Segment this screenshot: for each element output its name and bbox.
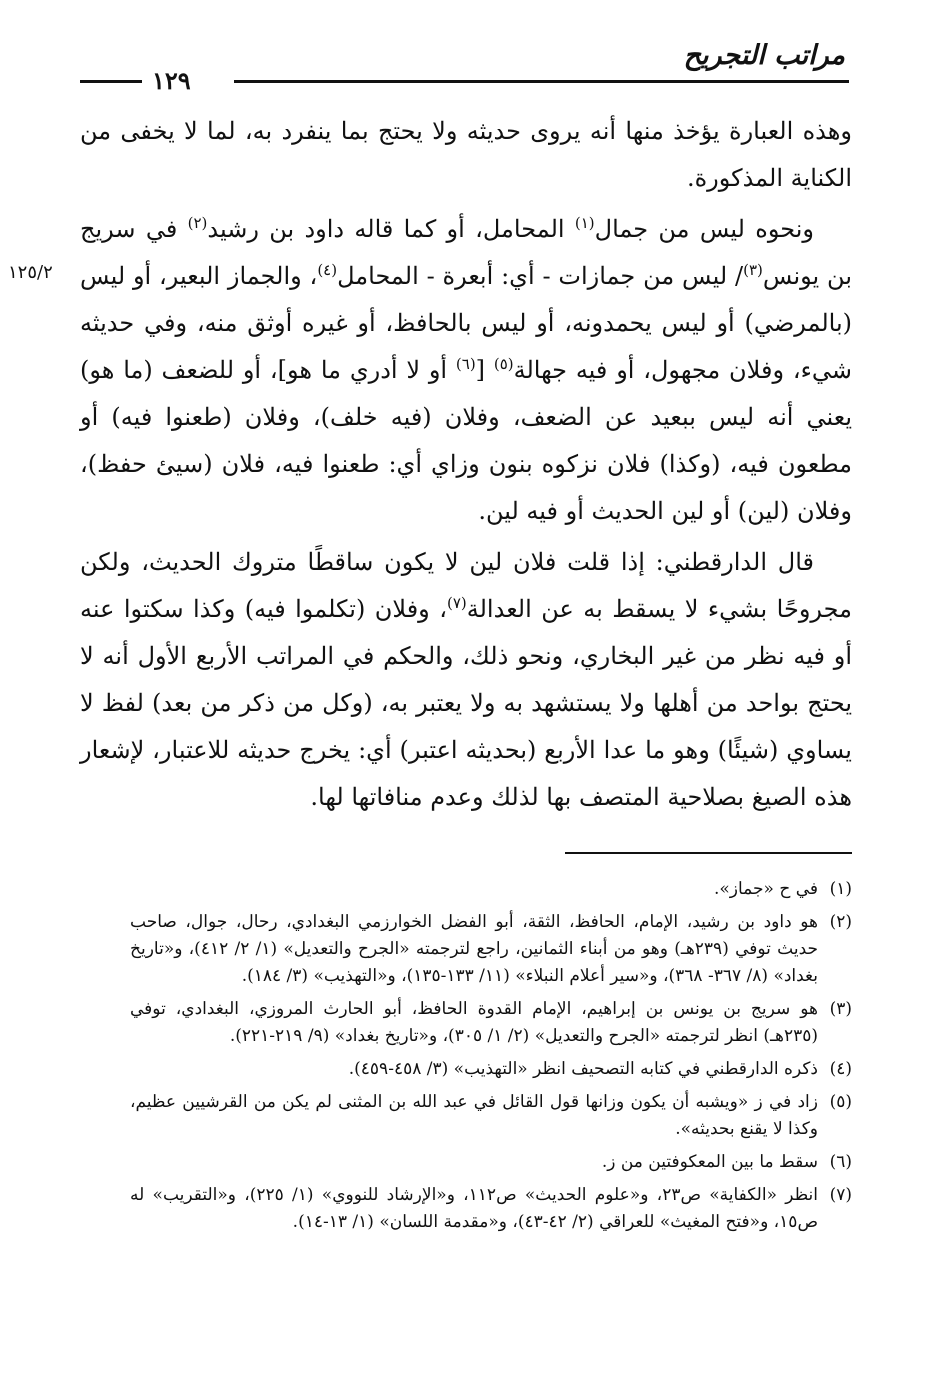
footnote-7: (٧) انظر «الكفاية» ص٢٣، و«علوم الحديث» ص١١٢، و«الإرشاد للنووي» (١/ ٢٢٥)، و«التقريب» له ص١٥، و«فتح المغيث» للعراقي (٢/ ٤٢-٤٣)، و«مقدمة اللسان» (١/ ١٣-١٤). [130, 1185, 852, 1232]
paragraph-3: قال الدارقطني: إذا قلت فلان لين لا يكون ساقطًا متروك الحديث، ولكن مجروحًا بشيء لا يسقط به عن العدالة$^{(٧)}$، وفلان (تكلموا فيه) وكذا سكتوا عنه أو فيه نظر من غير البخاري، ونحو ذلك، والحكم في المراتب الأربع الأول أنه لا يحتج بواحد من أهلها ولا يستشهد به ولا يعتبر به، (وكل من ذكر من بعد) لفظ لا يساوي (شيئًا) وهو ما عدا الأربع (بحديثه اعتبر) أي: يخرج حديثه للاعتبار، لإشعار هذه الصيغ بصلاحية المتصف بها لذلك وعدم منافاتها لها. [80, 548, 852, 811]
margin-reference: ١٢٥/٢ [8, 262, 53, 283]
footnote-ref-1[interactable]: (١) [574, 214, 595, 232]
footnote-6: (٦) سقط ما بين المعكوفتين من ز. [601, 1152, 852, 1172]
running-header-title: مراتب التجريح [683, 40, 845, 71]
footnote-ref-3[interactable]: (٣) [743, 261, 763, 279]
header-rule-left [80, 80, 142, 83]
footnote-ref-4[interactable]: (٤) [317, 261, 338, 279]
footnote-3: (٣) هو سريج بن يونس بن إبراهيم، الإمام القدوة الحافظ، أبو الحارث المروزي، البغدادي، توفي (٢٣٥هـ) انظر لترجمته «الجرح والتعديل» (٢/ ١/ ٣٠٥)، و«تاريخ بغداد» (٩/ ٢١٩-٢٢١). [130, 999, 852, 1046]
footnote-5: (٥) زاد في ز «ويشبه أن يكون وزانها قول القائل في عبد الله بن المثنى لم يكن من القرشيين عظيم، وكذا لا يقنع بحديثه». [130, 1092, 852, 1139]
paragraph-1: وهذه العبارة يؤخذ منها أنه يروى حديثه ولا يحتج بما ينفرد به، لما لا يخفى من الكناية المذكورة. [80, 117, 852, 192]
footnote-ref-7[interactable]: (٧) [446, 594, 467, 612]
paragraph-2: ونحوه ليس من جمال$^{(١)}$ المحامل، أو كما قاله داود بن رشيد$^{(٢)}$ في سريج بن يونس$^{(٣)}$/ ليس من جمازات - أي: أبعرة - المحامل$^{(٤)}$، والجماز البعير، أو ليس (بالمرضي) أو ليس يحمدونه، أو ليس بالحافظ، أو غيره أوثق منه، وفي حديثه شيء، وفلان مجهول، أو فيه جهالة$^{(٥)}$ [$^{(٦)}$ أو لا أدري ما هو]، أو للضعف (ما هو) يعني أنه ليس ببعيد عن الضعف، وفلان (فيه خلف)، وفلان (طعنوا فيه) أو مطعون فيه، (وكذا) فلان نزكوه بنون وزاي أي: طعنوا فيه، فلان (سيئ حفظ)، وفلان (لين) أو لين الحديث أو فيه لين. [80, 214, 852, 525]
footnote-2: (٢) هو داود بن رشيد، الإمام، الحافظ، الثقة، أبو الفضل الخوارزمي البغدادي، رحال، جوال، صاحب حديث توفي (٢٣٩هـ) وهو من أبناء الثمانين، راجع لترجمته «الجرح والتعديل» (١/ ٢/ ٤١٢)، و«تاريخ بغداد» (٨/ ٣٦٧- ٣٦٨)، و«سير أعلام النبلاء» (١١/ ١٣٣-١٣٥)، و«التهذيب» (٣/ ١٨٤). [130, 912, 852, 986]
footnote-4: (٤) ذكره الدارقطني في كتابه التصحيف انظر «التهذيب» (٣/ ٤٥٨-٤٥٩). [348, 1059, 852, 1079]
footnote-ref-6[interactable]: (٦) [455, 355, 476, 373]
header-rule-right [234, 80, 849, 83]
main-text [80, 108, 852, 825]
footnotes [130, 876, 852, 1242]
page-number: ١٢٩ [152, 66, 191, 95]
footnote-ref-2[interactable]: (٢) [187, 214, 208, 232]
footnote-separator [565, 852, 852, 854]
footnote-1: (١) في ح «جماز». [713, 879, 852, 899]
footnote-ref-5[interactable]: (٥) [493, 355, 514, 373]
